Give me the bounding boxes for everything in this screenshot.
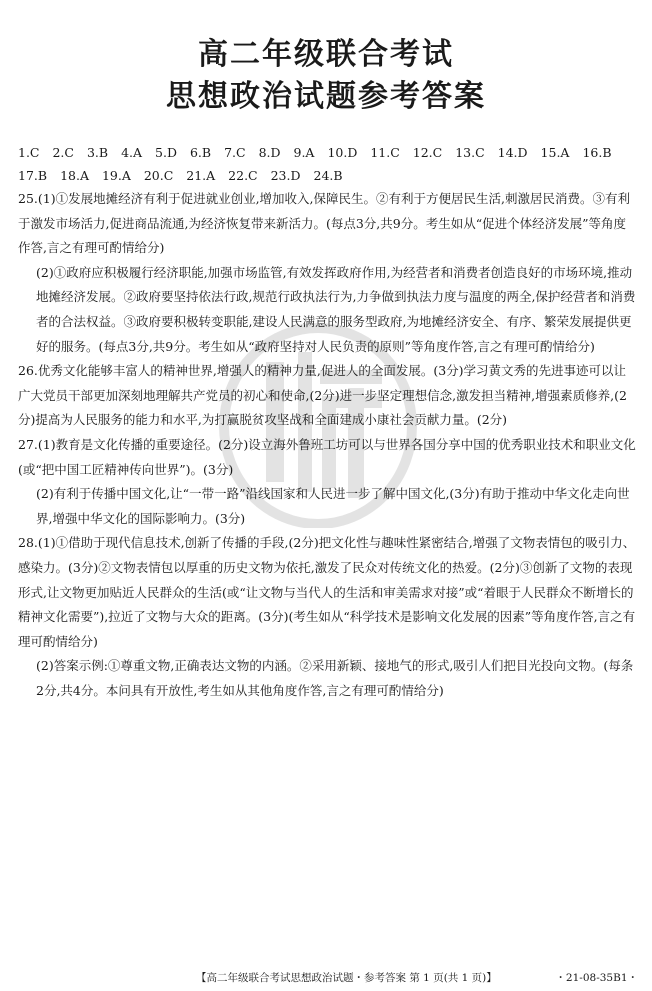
answer-item: 2.C [52, 145, 74, 160]
answer-item: 20.C [143, 168, 174, 183]
q25-part2: (2)①政府应积极履行经济职能,加强市场监管,有效发挥政府作用,为经营者和消费者创造良好的市场环境,推动地摊经济发展。②政府要坚持依法行政,规范行政执法行为,力争做到执法力度与温度的两全,保护经营者和消费者的合法权益。③政府要积极转变职能,建设人民满意的服务型政府,为地摊经济安全、有序、繁荣发展提供更好的服务。(每点3分,共9分。考生如从“政府坚持对人民负责的原则”等角度作答,言之有理可酌情给分) [36, 264, 636, 354]
answer-item: 1.C [18, 145, 40, 160]
answer-item: 12.C [412, 145, 443, 160]
answer-item: 8.D [258, 145, 281, 160]
answer-item: 22.C [228, 168, 258, 183]
answer-item: 23.D [270, 168, 301, 183]
answer-item: 9.A [293, 145, 315, 160]
footer-page-info: 【高二年级联合考试思想政治试题・参考答案 第 1 页(共 1 页)】 [196, 972, 497, 984]
answer-item: 3.B [86, 145, 109, 160]
q27-part2: (2)有利于传播中国文化,让“一带一路”沿线国家和人民进一步了解中国文化,(3分)有助于推动中华文化走向世界,增强中华文化的国际影响力。(3分) [36, 486, 630, 526]
answer-item: 13.C [455, 145, 485, 160]
answer-item: 21.A [186, 168, 216, 183]
answer-item: 14.D [497, 145, 528, 160]
answer-item: 7.C [224, 145, 246, 160]
footer-code: ・21-08-35B1・ [555, 972, 638, 984]
answer-item: 10.D [327, 145, 358, 160]
q25-part1: 25.(1)①发展地摊经济有利于促进就业创业,增加收入,保障民生。②有利于方便居民生活,刺激居民消费。③有利于激发市场活力,促进商品流通,为经济恢复带来新活力。(每点3分,共9分。考生如从“促进个体经济发展”等角度作答,言之有理可酌情给分) [18, 191, 631, 256]
choice-answer-key [18, 141, 638, 187]
question-25 [18, 187, 638, 359]
answer-item: 6.B [189, 145, 212, 160]
question-26 [18, 359, 638, 433]
page-footer [0, 968, 652, 988]
answer-item: 18.A [60, 168, 89, 183]
q28-part1: 28.(1)①借助于现代信息技术,创新了传播的手段,(2分)把文化性与趣味性紧密结合,增强了文物表情包的吸引力、感染力。(3分)②文物表情包以厚重的历史文物为依托,激发了民众对传统文化的热爱。(2分)③创新了文物的表现形式,让文物更加贴近人民群众的生活(或“让文物与当代人的生活和审美需求对接”或“着眼于人民群众不断增长的精神文化需要”),拉近了文物与大众的距离。(3分)(考生如从“科学技术是影响文化发展的因素”等角度作答,言之有理可酌情给分) [18, 535, 636, 649]
subjective-answers [18, 187, 638, 703]
answer-item: 24.B [313, 168, 343, 183]
answer-item: 11.C [370, 145, 400, 160]
answer-item: 4.A [121, 145, 143, 160]
q26-answer: 26.优秀文化能够丰富人的精神世界,增强人的精神力量,促进人的全面发展。(3分)学习黄文秀的先进事迹可以让广大党员干部更加深刻地理解共产党员的初心和使命,(2分)进一步坚定理想信念,激发担当精神,增强素质修养,(2分)提高为人民服务的能力和水平,为打赢脱贫攻坚战和全面建成小康社会贡献力量。(2分) [18, 363, 627, 428]
answer-row-2 [18, 164, 638, 187]
answer-row-1 [18, 141, 638, 164]
page-subtitle: 思想政治试题参考答案 [166, 79, 486, 114]
answer-item: 5.D [155, 145, 177, 160]
answer-item: 16.B [582, 145, 612, 160]
question-28 [18, 531, 638, 703]
page-title: 高二年级联合考试 [198, 37, 454, 72]
q27-part1: 27.(1)教育是文化传播的重要途径。(2分)设立海外鲁班工坊可以与世界各国分享中国的优秀职业技术和职业文化(或“把中国工匠精神传向世界”)。(3分) [18, 436, 636, 477]
answer-item: 17.B [18, 168, 48, 183]
answer-item: 15.A [540, 145, 570, 160]
answer-item: 19.A [101, 168, 131, 183]
q28-part2: (2)答案示例:①尊重文物,正确表达文物的内涵。②采用新颖、接地气的形式,吸引人们把目光投向文物。(每条2分,共4分。本问具有开放性,考生如从其他角度作答,言之有理可酌情给分) [36, 658, 634, 698]
question-27 [18, 433, 638, 531]
